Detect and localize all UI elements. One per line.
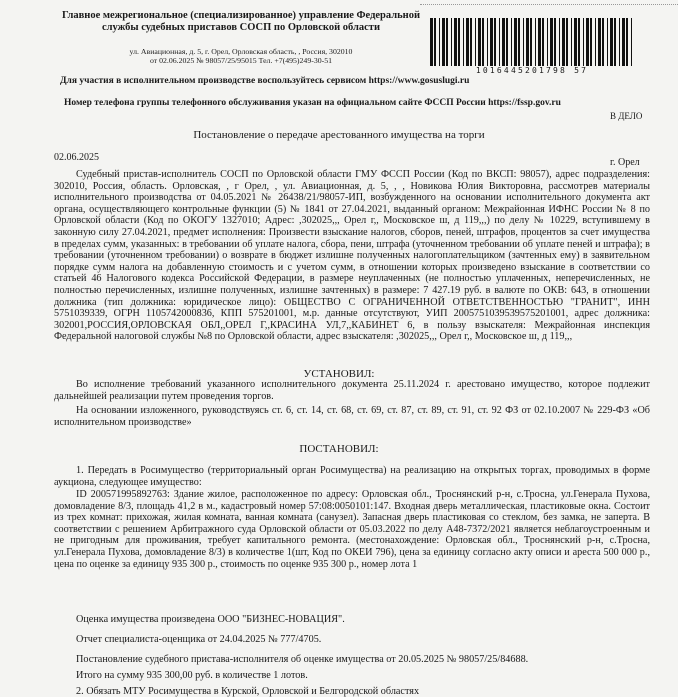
intro-paragraph: Судебный пристав-исполнитель СОСП по Орловской области ГМУ ФССП России (Код по ВКСП: 98057), адрес подразделения: 302010, Россия, область. Орловская, , г Орел, , ул. Авиационная, д. 5, , , Новикова Юлия Викторовна, рассмотрев материалы исполнительного производства от 04.05.2021 № 26438/21/98057-ИП, возбужденного на основании исполнительного документа акт органа, осуществляющего контрольные функции (5) № 1841 от 27.04.2021, выданный органом: Межрайонная ИФНС России № 8 по Орловской области (Код по ОКОГУ 1327010; Адрес: ,302025,,, Орел г,, Московское ш, д 119,,,) по делу № 10229, вступившему в законную силу 27.04.2021, предмет исполнения: Произвести взыскание налогов, сборов, пеней, штрафов, процентов за счет имущества в пределах сумм, указанных: в требовании об уплате налога, сбора, пени, штрафа (уточненном требовании об уплате пеней и штрафа); в требовании (уточненном требовании) о возврате в бюджет излишне полученных налогоплательщиком (зачтенных ему) в заявительном порядке сумм налога на добавленную стоимость и с учетом сумм, в отношении которых произведено взыскание в соответствии со статьей 46 Налогового кодекса Российской Федерации, в размере неуплаченных (не полностью уплаченных, неперечисленных, не полностью перечисленных, излишне полученных, излишне зачтенных) в размере: 7 427.19 руб. в валюте по ОКВ: 643, в отношении должника (тип должника: юридическое лицо): ОБЩЕСТВО С ОГРАНИЧЕННОЙ ОТВЕТСТВЕННОСТЬЮ "ГРАНИТ", ИНН 5751039339, ОГРН 1105742000836, КПП 575201001, м.р. данные отсутствуют, УИП 2005751039539575201001, адрес должника: 302001,РОССИЯ,ОРЛОВСКАЯ ОБЛ,,ОРЕЛ Г,,КРАСИНА УЛ,7,,КАБИНЕТ 6, в пользу взыскателя: Межрайонная инспекция Федеральной налоговой службы №8 по Орловской области, адрес взыскателя: ,302025,,, Орел г,, Московское ш, д 119,,, <box>54 169 650 343</box>
barcode-bar <box>595 18 596 66</box>
barcode-number: 1016445201798 57 <box>475 66 589 75</box>
barcode-bar <box>499 18 500 66</box>
barcode-bar <box>550 18 553 66</box>
hotline-notice: Номер телефона группы телефонного обслуживания указан на официальном сайте ФССП России https://fssp.gov.ru <box>64 98 561 108</box>
barcode-bar <box>470 18 472 66</box>
barcode-bar <box>466 18 469 66</box>
item-2-line: 2. Обязать МТУ Росимущества в Курской, Орловской и Белгородской областях <box>76 686 420 697</box>
barcode-bar <box>566 18 568 66</box>
barcode-bar <box>475 18 476 66</box>
resolution-line: Постановление судебного пристава-исполнителя об оценке имущества от 20.05.2025 № 98057/25/84688. <box>76 654 529 665</box>
barcode-bar <box>530 18 532 66</box>
header-address <box>56 47 426 65</box>
barcode-bar <box>502 18 505 66</box>
barcode-bar <box>430 18 433 66</box>
barcode-bar <box>451 18 452 66</box>
barcode-bar <box>487 18 488 66</box>
barcode-bar <box>439 18 440 66</box>
barcode-bar <box>583 18 584 66</box>
document-title: Постановление о передаче арестованного имущества на торги <box>193 129 485 141</box>
barcode-bar <box>622 18 625 66</box>
property-description: ID 200571995892763: Здание жилое, расположенное по адресу: Орловская обл., Троснянский р-н, с.Тросна, ул.Генерала Пухова, домовладение 8/3, площадь 41,2 в м., кадастровый номер 57:08:0050101:147. Входная дверь металлическая, пластиковые окна. Состоит из трех комнат: прихожая, жилая комната, ванная комната (санузел). Запасная дверь пластиковая со стеклом, без замка, не заперта. В соответствии с решением Арбитражного суда Орловской области от 05.03.2022 по делу А48-7372/2021 является неблагоустроенным и не пригодным для проживания, требует капитального ремонта. (местонахождение: Орловская обл., Троснянский р-н, с.Тросна, ул.Генерала Пухова, домовладение 8/3) в количестве 1(шт, Код по ОКЕИ 796), цена за единицу согласно акту описи и ареста 500 000 р., цена по оценке за единицу 935 300 р., стоимость по оценке 935 300 р., номер лота 1 <box>54 489 650 570</box>
barcode-bar <box>610 18 613 66</box>
legal-basis-text: На основании изложенного, руководствуясь ст. 6, ст. 14, ст. 68, ст. 69, ст. 87, ст. 89, ст. 91, ст. 92 ФЗ от 02.10.2007 № 229-ФЗ «Об исполнительном производстве» <box>54 405 650 428</box>
barcode-bar <box>631 18 632 66</box>
barcode-bar <box>578 18 580 66</box>
barcode-bar <box>614 18 616 66</box>
header-organization: Главное межрегиональное (специализированное) управление Федеральной службы судебных приставов СОСП по Орловской области <box>61 10 421 33</box>
barcode-bar <box>586 18 589 66</box>
section-postanovil: ПОСТАНОВИЛ: <box>299 443 379 455</box>
barcode-bar <box>554 18 556 66</box>
barcode-bar <box>494 18 496 66</box>
document-city: г. Орел <box>610 157 640 168</box>
barcode-bar <box>571 18 572 66</box>
barcode-bar <box>482 18 484 66</box>
barcode-bar <box>514 18 517 66</box>
barcode-bar <box>434 18 436 66</box>
barcode-bar <box>602 18 604 66</box>
section-ustanovil: УСТАНОВИЛ: <box>303 368 375 380</box>
ustanovil-text: Во исполнение требований указанного исполнительного документа 25.11.2024 г. арестовано имущество, которое подлежит дальнейшей реализации путем проведения торгов. <box>54 379 650 402</box>
header-reference-line: от 02.06.2025 № 98057/25/95015 Тел. +7(495)249-30-51 <box>149 56 333 65</box>
barcode <box>428 18 636 66</box>
barcode-bar <box>506 18 508 66</box>
total-line: Итого на сумму 935 300,00 руб. в количестве 1 лотов. <box>76 670 308 681</box>
assessment-line: Оценка имущества произведена ООО "БИЗНЕС-НОВАЦИЯ". <box>76 614 345 625</box>
barcode-bar <box>518 18 520 66</box>
barcode-bar <box>542 18 544 66</box>
barcode-bar <box>574 18 577 66</box>
document-date: 02.06.2025 <box>54 152 99 163</box>
barcode-bar <box>619 18 620 66</box>
barcode-bar <box>442 18 445 66</box>
barcode-bar <box>454 18 457 66</box>
v-delo-mark: В ДЕЛО <box>610 111 643 121</box>
barcode-bar <box>446 18 448 66</box>
barcode-bar <box>535 18 536 66</box>
report-line: Отчет специалиста-оценщика от 24.04.2025 № 777/4705. <box>76 634 322 645</box>
barcode-bar <box>559 18 560 66</box>
item-1-text: 1. Передать в Росимущество (территориальный орган Росимущества) на реализацию на открытых торгах, проводимых в форме аукциона, следующее имущество: <box>54 465 650 488</box>
barcode-bar <box>511 18 512 66</box>
barcode-bar <box>523 18 524 66</box>
barcode-bar <box>547 18 548 66</box>
barcode-bar <box>463 18 464 66</box>
barcode-bar <box>458 18 460 66</box>
barcode-bar <box>607 18 608 66</box>
barcode-bar <box>590 18 592 66</box>
barcode-bar <box>526 18 529 66</box>
header-address-line: ул. Авиационная, д. 5, г. Орел, Орловская область, , Россия, 302010 <box>129 47 353 56</box>
barcode-bar <box>562 18 565 66</box>
barcode-bar <box>626 18 628 66</box>
top-cut-line <box>420 0 678 5</box>
barcode-bar <box>490 18 493 66</box>
barcode-bar <box>538 18 541 66</box>
barcode-bar <box>598 18 601 66</box>
barcode-bar <box>478 18 481 66</box>
gosuslugi-notice: Для участия в исполнительном производстве воспользуйтесь сервисом https://www.gosuslugi.ru <box>60 76 470 86</box>
